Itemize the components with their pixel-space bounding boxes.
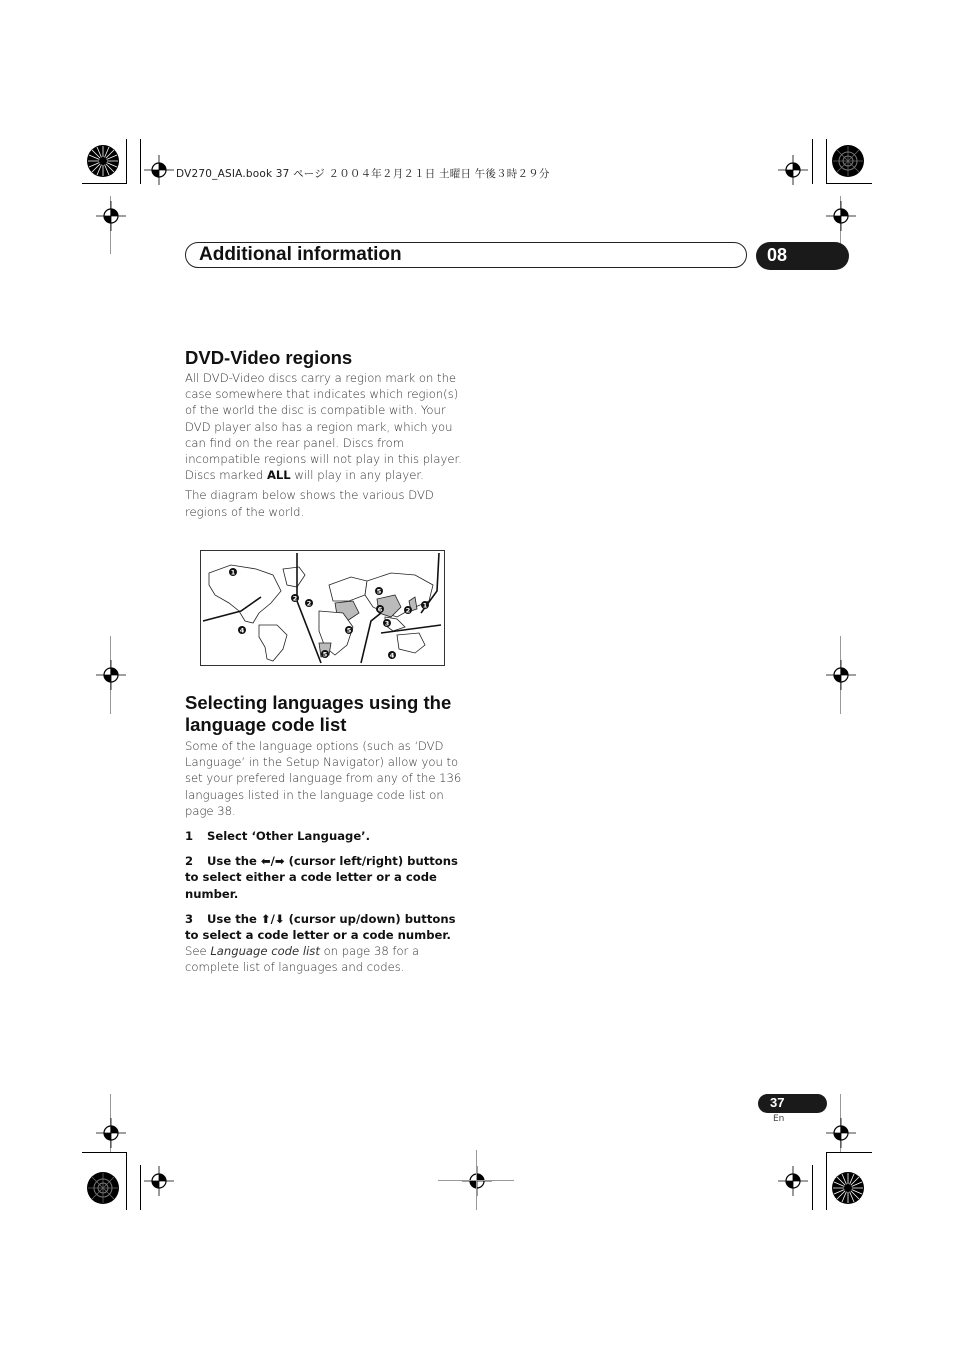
registration-crosshair-icon <box>826 660 856 690</box>
step-2: 2 Use the ⬅/➡ (cursor left/right) buttons to select either a code letter or a code number. <box>185 854 458 901</box>
svg-text:2: 2 <box>292 594 298 603</box>
svg-text:2: 2 <box>306 599 312 608</box>
svg-text:3: 3 <box>384 619 390 628</box>
dvd-region-map <box>200 550 445 666</box>
svg-text:5: 5 <box>346 626 352 635</box>
up-down-arrow-icon: ⬆/⬇ <box>260 911 285 926</box>
chapter-title: Additional information <box>199 244 402 265</box>
svg-text:4: 4 <box>389 651 395 660</box>
body-paragraph: Some of the language options (such as ‘DVD Language’ in the Setup Navigator) allow you to set your prefered language from any of the 136 languages listed in the language code list on page 38. <box>185 739 462 818</box>
body-paragraph: See Language code list on page 38 for a complete list of languages and codes. <box>185 944 420 975</box>
world-map-illustration <box>201 551 444 665</box>
registration-crosshair-icon <box>462 1166 492 1196</box>
registration-crosshair-icon <box>778 155 808 185</box>
body-paragraph: The diagram below shows the various DVD regions of the world. <box>185 488 434 519</box>
registration-crosshair-icon <box>144 1166 174 1196</box>
section-heading: Selecting languages using the language code list <box>185 692 452 735</box>
language-section <box>185 692 465 976</box>
dvd-regions-section <box>185 347 465 520</box>
section-heading: DVD-Video regions <box>185 347 353 368</box>
print-header: DV270_ASIA.book 37 ページ ２００４年２月２１日 土曜日 午後３時２９分 <box>176 168 550 180</box>
step-1: 1 Select ‘Other Language’. <box>185 829 370 844</box>
left-right-arrow-icon: ⬅/➡ <box>260 854 285 869</box>
page-language: En <box>773 1114 785 1124</box>
svg-text:4: 4 <box>239 626 245 635</box>
svg-text:6: 6 <box>377 605 383 614</box>
svg-text:2: 2 <box>405 606 411 615</box>
step-3: 3 Use the ⬆/⬇ (cursor up/down) buttons to select a code letter or a code number. <box>185 911 456 943</box>
registration-crosshair-icon <box>96 660 126 690</box>
registration-starburst-icon <box>86 144 120 178</box>
page-number-badge <box>758 1094 827 1113</box>
svg-text:5: 5 <box>376 587 382 596</box>
registration-starburst-icon <box>831 144 865 178</box>
registration-starburst-icon <box>831 1171 865 1205</box>
chapter-number: 08 <box>767 245 788 265</box>
svg-text:5: 5 <box>322 650 328 659</box>
registration-crosshair-icon <box>96 1118 126 1148</box>
svg-text:1: 1 <box>230 568 236 577</box>
registration-crosshair-icon <box>826 1118 856 1148</box>
body-paragraph: All DVD-Video discs carry a region mark on the case somewhere that indicates which region(s) of the world the disc is compatible with. Your DVD player also has a region mark, which you can find on the rear panel. Discs from incompatible regions will not play in this player. Discs marked ALL will play in any player. <box>185 371 462 483</box>
page-number: 37 <box>770 1095 785 1110</box>
registration-crosshair-icon <box>96 201 126 231</box>
registration-crosshair-icon <box>144 155 174 185</box>
registration-crosshair-icon <box>826 201 856 231</box>
registration-starburst-icon <box>86 1171 120 1205</box>
registration-crosshair-icon <box>778 1166 808 1196</box>
svg-text:1: 1 <box>422 601 428 610</box>
